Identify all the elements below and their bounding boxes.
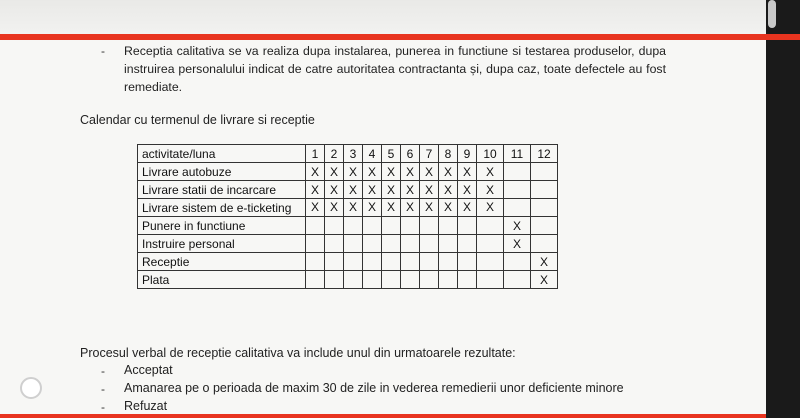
month-cell: X	[458, 181, 477, 199]
calendar-table	[137, 144, 558, 289]
month-cell	[382, 235, 401, 253]
month-cell	[531, 199, 558, 217]
month-cell: X	[531, 253, 558, 271]
month-cell	[420, 217, 439, 235]
month-cell	[477, 235, 504, 253]
month-cell	[504, 199, 531, 217]
month-cell: X	[504, 235, 531, 253]
table-row	[138, 271, 558, 289]
header-month: 8	[439, 145, 458, 163]
month-cell	[458, 235, 477, 253]
month-cell	[344, 235, 363, 253]
month-cell: X	[306, 199, 325, 217]
month-cell: X	[344, 163, 363, 181]
month-cell	[477, 271, 504, 289]
month-cell	[363, 271, 382, 289]
bullet-dash: -	[101, 400, 105, 414]
highlight-line-top	[0, 34, 766, 40]
month-cell	[439, 235, 458, 253]
month-cell: X	[401, 163, 420, 181]
header-month: 2	[325, 145, 344, 163]
activity-cell: Plata	[138, 271, 306, 289]
month-cell	[382, 271, 401, 289]
month-cell	[344, 217, 363, 235]
month-cell: X	[382, 199, 401, 217]
month-cell: X	[363, 181, 382, 199]
bullet-dash: -	[101, 44, 105, 58]
month-cell	[363, 235, 382, 253]
month-cell	[306, 271, 325, 289]
month-cell	[325, 235, 344, 253]
month-cell	[401, 271, 420, 289]
highlight-line-right	[766, 34, 800, 40]
month-cell: X	[439, 163, 458, 181]
header-month: 3	[344, 145, 363, 163]
intro-paragraph: Receptia calitativa se va realiza dupa instalarea, punerea in functiune si testarea produselor, dupa instruirea personalului indicat de catre autoritatea contractanta și, dupa caz, toate defectele au fost remediate.	[124, 44, 666, 94]
month-cell	[458, 271, 477, 289]
activity-cell: Livrare sistem de e-ticketing	[138, 199, 306, 217]
month-cell: X	[420, 181, 439, 199]
top-strip	[0, 0, 766, 34]
month-cell: X	[325, 181, 344, 199]
month-cell	[439, 217, 458, 235]
month-cell	[420, 235, 439, 253]
month-cell: X	[344, 199, 363, 217]
month-cell: X	[477, 181, 504, 199]
month-cell	[531, 181, 558, 199]
table-row	[138, 217, 558, 235]
month-cell	[325, 253, 344, 271]
header-activity: activitate/luna	[138, 145, 306, 163]
month-cell: X	[306, 163, 325, 181]
month-cell: X	[420, 163, 439, 181]
scrollbar-thumb[interactable]	[768, 0, 776, 28]
highlight-line-bottom	[0, 414, 766, 418]
calendar-title: Calendar cu termenul de livrare si receptie	[80, 113, 315, 127]
header-month: 1	[306, 145, 325, 163]
month-cell: X	[382, 181, 401, 199]
month-cell	[306, 217, 325, 235]
month-cell	[439, 253, 458, 271]
table-row	[138, 181, 558, 199]
bullet-dash: -	[101, 364, 105, 378]
month-cell: X	[439, 181, 458, 199]
month-cell	[477, 217, 504, 235]
selection-circle[interactable]	[20, 377, 42, 399]
month-cell	[382, 217, 401, 235]
month-cell: X	[458, 163, 477, 181]
month-cell	[504, 253, 531, 271]
month-cell: X	[477, 199, 504, 217]
table-row	[138, 199, 558, 217]
table-row	[138, 163, 558, 181]
month-cell: X	[344, 181, 363, 199]
month-cell	[531, 163, 558, 181]
result-accepted: Acceptat	[124, 363, 173, 377]
table-header-row	[138, 145, 558, 163]
month-cell	[420, 271, 439, 289]
month-cell: X	[401, 199, 420, 217]
month-cell	[306, 253, 325, 271]
month-cell: X	[401, 181, 420, 199]
month-cell: X	[363, 199, 382, 217]
result-postponed: Amanarea pe o perioada de maxim 30 de zile in vederea remedierii unor deficiente minore	[124, 381, 624, 395]
month-cell: X	[325, 163, 344, 181]
month-cell	[401, 253, 420, 271]
table-row	[138, 235, 558, 253]
month-cell: X	[504, 217, 531, 235]
result-intro: Procesul verbal de receptie calitativa va include unul din urmatoarele rezultate:	[80, 346, 516, 360]
month-cell: X	[477, 163, 504, 181]
header-month: 6	[401, 145, 420, 163]
month-cell	[401, 235, 420, 253]
month-cell: X	[325, 199, 344, 217]
month-cell	[325, 271, 344, 289]
activity-cell: Livrare statii de incarcare	[138, 181, 306, 199]
month-cell	[439, 271, 458, 289]
month-cell	[504, 181, 531, 199]
month-cell	[504, 271, 531, 289]
month-cell	[477, 253, 504, 271]
bullet-dash: -	[101, 382, 105, 396]
header-month: 5	[382, 145, 401, 163]
month-cell	[458, 253, 477, 271]
header-month: 12	[531, 145, 558, 163]
month-cell: X	[306, 181, 325, 199]
table-row	[138, 253, 558, 271]
header-month: 11	[504, 145, 531, 163]
activity-cell: Instruire personal	[138, 235, 306, 253]
month-cell	[531, 217, 558, 235]
header-month: 10	[477, 145, 504, 163]
month-cell	[504, 163, 531, 181]
activity-cell: Receptie	[138, 253, 306, 271]
month-cell	[531, 235, 558, 253]
activity-cell: Punere in functiune	[138, 217, 306, 235]
month-cell	[344, 271, 363, 289]
month-cell: X	[439, 199, 458, 217]
month-cell	[401, 217, 420, 235]
header-month: 7	[420, 145, 439, 163]
activity-cell: Livrare autobuze	[138, 163, 306, 181]
result-refused: Refuzat	[124, 399, 168, 413]
month-cell	[458, 217, 477, 235]
month-cell	[363, 217, 382, 235]
header-month: 9	[458, 145, 477, 163]
month-cell	[382, 253, 401, 271]
month-cell	[325, 217, 344, 235]
month-cell: X	[531, 271, 558, 289]
month-cell: X	[458, 199, 477, 217]
month-cell	[344, 253, 363, 271]
header-month: 4	[363, 145, 382, 163]
month-cell	[363, 253, 382, 271]
month-cell	[420, 253, 439, 271]
month-cell: X	[363, 163, 382, 181]
month-cell	[306, 235, 325, 253]
month-cell: X	[420, 199, 439, 217]
month-cell: X	[382, 163, 401, 181]
